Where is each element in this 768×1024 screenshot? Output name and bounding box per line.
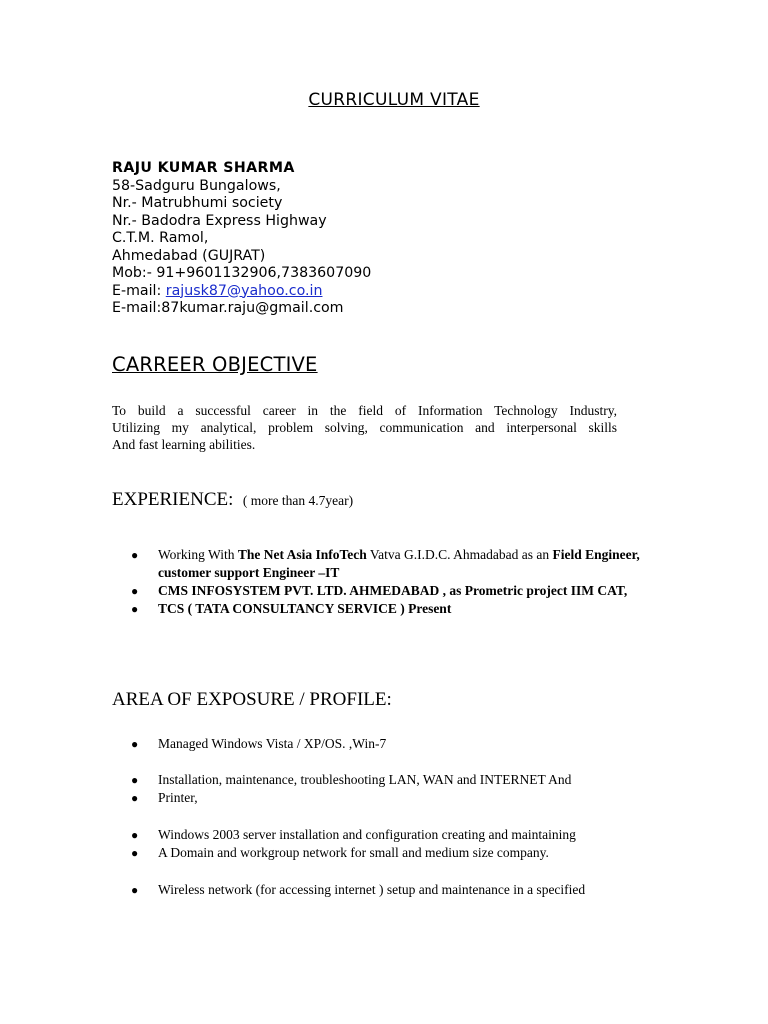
exp-middle: Vatva G.I.D.C. Ahmadabad as an [366,547,553,562]
email-label: E-mail: [112,282,166,299]
email-secondary: E-mail:87kumar.raju@gmail.com [112,300,344,316]
bullet-icon: ● [131,773,139,787]
contact-block [112,160,371,318]
email-link[interactable]: rajusk87@yahoo.co.in [165,282,323,299]
bullet-icon: ● [131,828,139,842]
bullet-icon: ● [131,846,139,860]
objective-line: Utilizing my analytical, problem solving, communication and interpersonal skills [112,420,617,435]
experience-heading [112,489,353,511]
area-item-text: Installation, maintenance, troubleshooting LAN, WAN and INTERNET And [158,772,572,787]
candidate-name: RAJU KUMAR SHARMA [112,160,295,176]
list-item [131,582,651,600]
area-item-text: A Domain and workgroup network for small and medium size company. [158,845,549,860]
address-line: Nr.- Badodra Express Highway [112,212,327,229]
objective-line: To build a successful career in the field of Information Technology Industry, [112,403,617,418]
area-item-text: Managed Windows Vista / XP/OS. ,Win-7 [158,736,387,751]
area-list [131,881,671,899]
bullet-icon: ● [131,791,139,805]
objective-heading: CARREER OBJECTIVE [112,353,318,376]
list-item [131,844,671,862]
list-item [131,881,671,899]
address-line: Nr.- Matrubhumi society [112,195,283,211]
list-item [131,826,671,844]
area-item-text: Windows 2003 server installation and configuration creating and maintaining [158,827,576,842]
address-line: C.T.M. Ramol, [112,230,209,246]
address-line: 58-Sadguru Bungalows, [112,177,281,194]
email-primary [112,283,371,301]
bullet-icon: ● [131,548,139,562]
area-list [131,771,651,807]
area-item-text: Wireless network (for accessing internet ) setup and maintenance in a specified [158,882,586,897]
bullet-icon: ● [131,737,139,751]
area-list [131,826,671,862]
objective-line: And fast learning abilities. [112,437,256,452]
experience-heading-text: EXPERIENCE: [112,489,234,510]
exp-prefix: Working With [158,547,238,562]
exp-company: The Net Asia InfoTech [237,547,367,562]
exp-text: TCS ( TATA CONSULTANCY SERVICE ) Present [158,601,452,616]
bullet-icon: ● [131,584,139,598]
experience-list [131,546,651,618]
area-list [131,735,651,753]
list-item [131,600,651,618]
list-item [131,789,651,807]
document-title: CURRICULUM VITAE [308,90,480,110]
list-item [131,771,651,789]
exp-role: Field Engineer, customer support Engineer –IT [158,547,640,580]
list-item [131,735,651,753]
bullet-icon: ● [131,883,139,897]
list-item [131,546,651,582]
area-heading: AREA OF EXPOSURE / PROFILE: [112,689,392,710]
exp-text: CMS INFOSYSTEM PVT. LTD. AHMEDABAD , as Prometric project IIM CAT, [158,583,628,598]
mobile-number: Mob:- 91+9601132906,7383607090 [112,265,372,281]
experience-duration: ( more than 4.7year) [242,493,354,508]
bullet-icon: ● [131,602,139,616]
area-item-text: Printer, [158,790,198,805]
address-line: Ahmedabad (GUJRAT) [112,247,266,264]
objective-text [112,402,617,453]
